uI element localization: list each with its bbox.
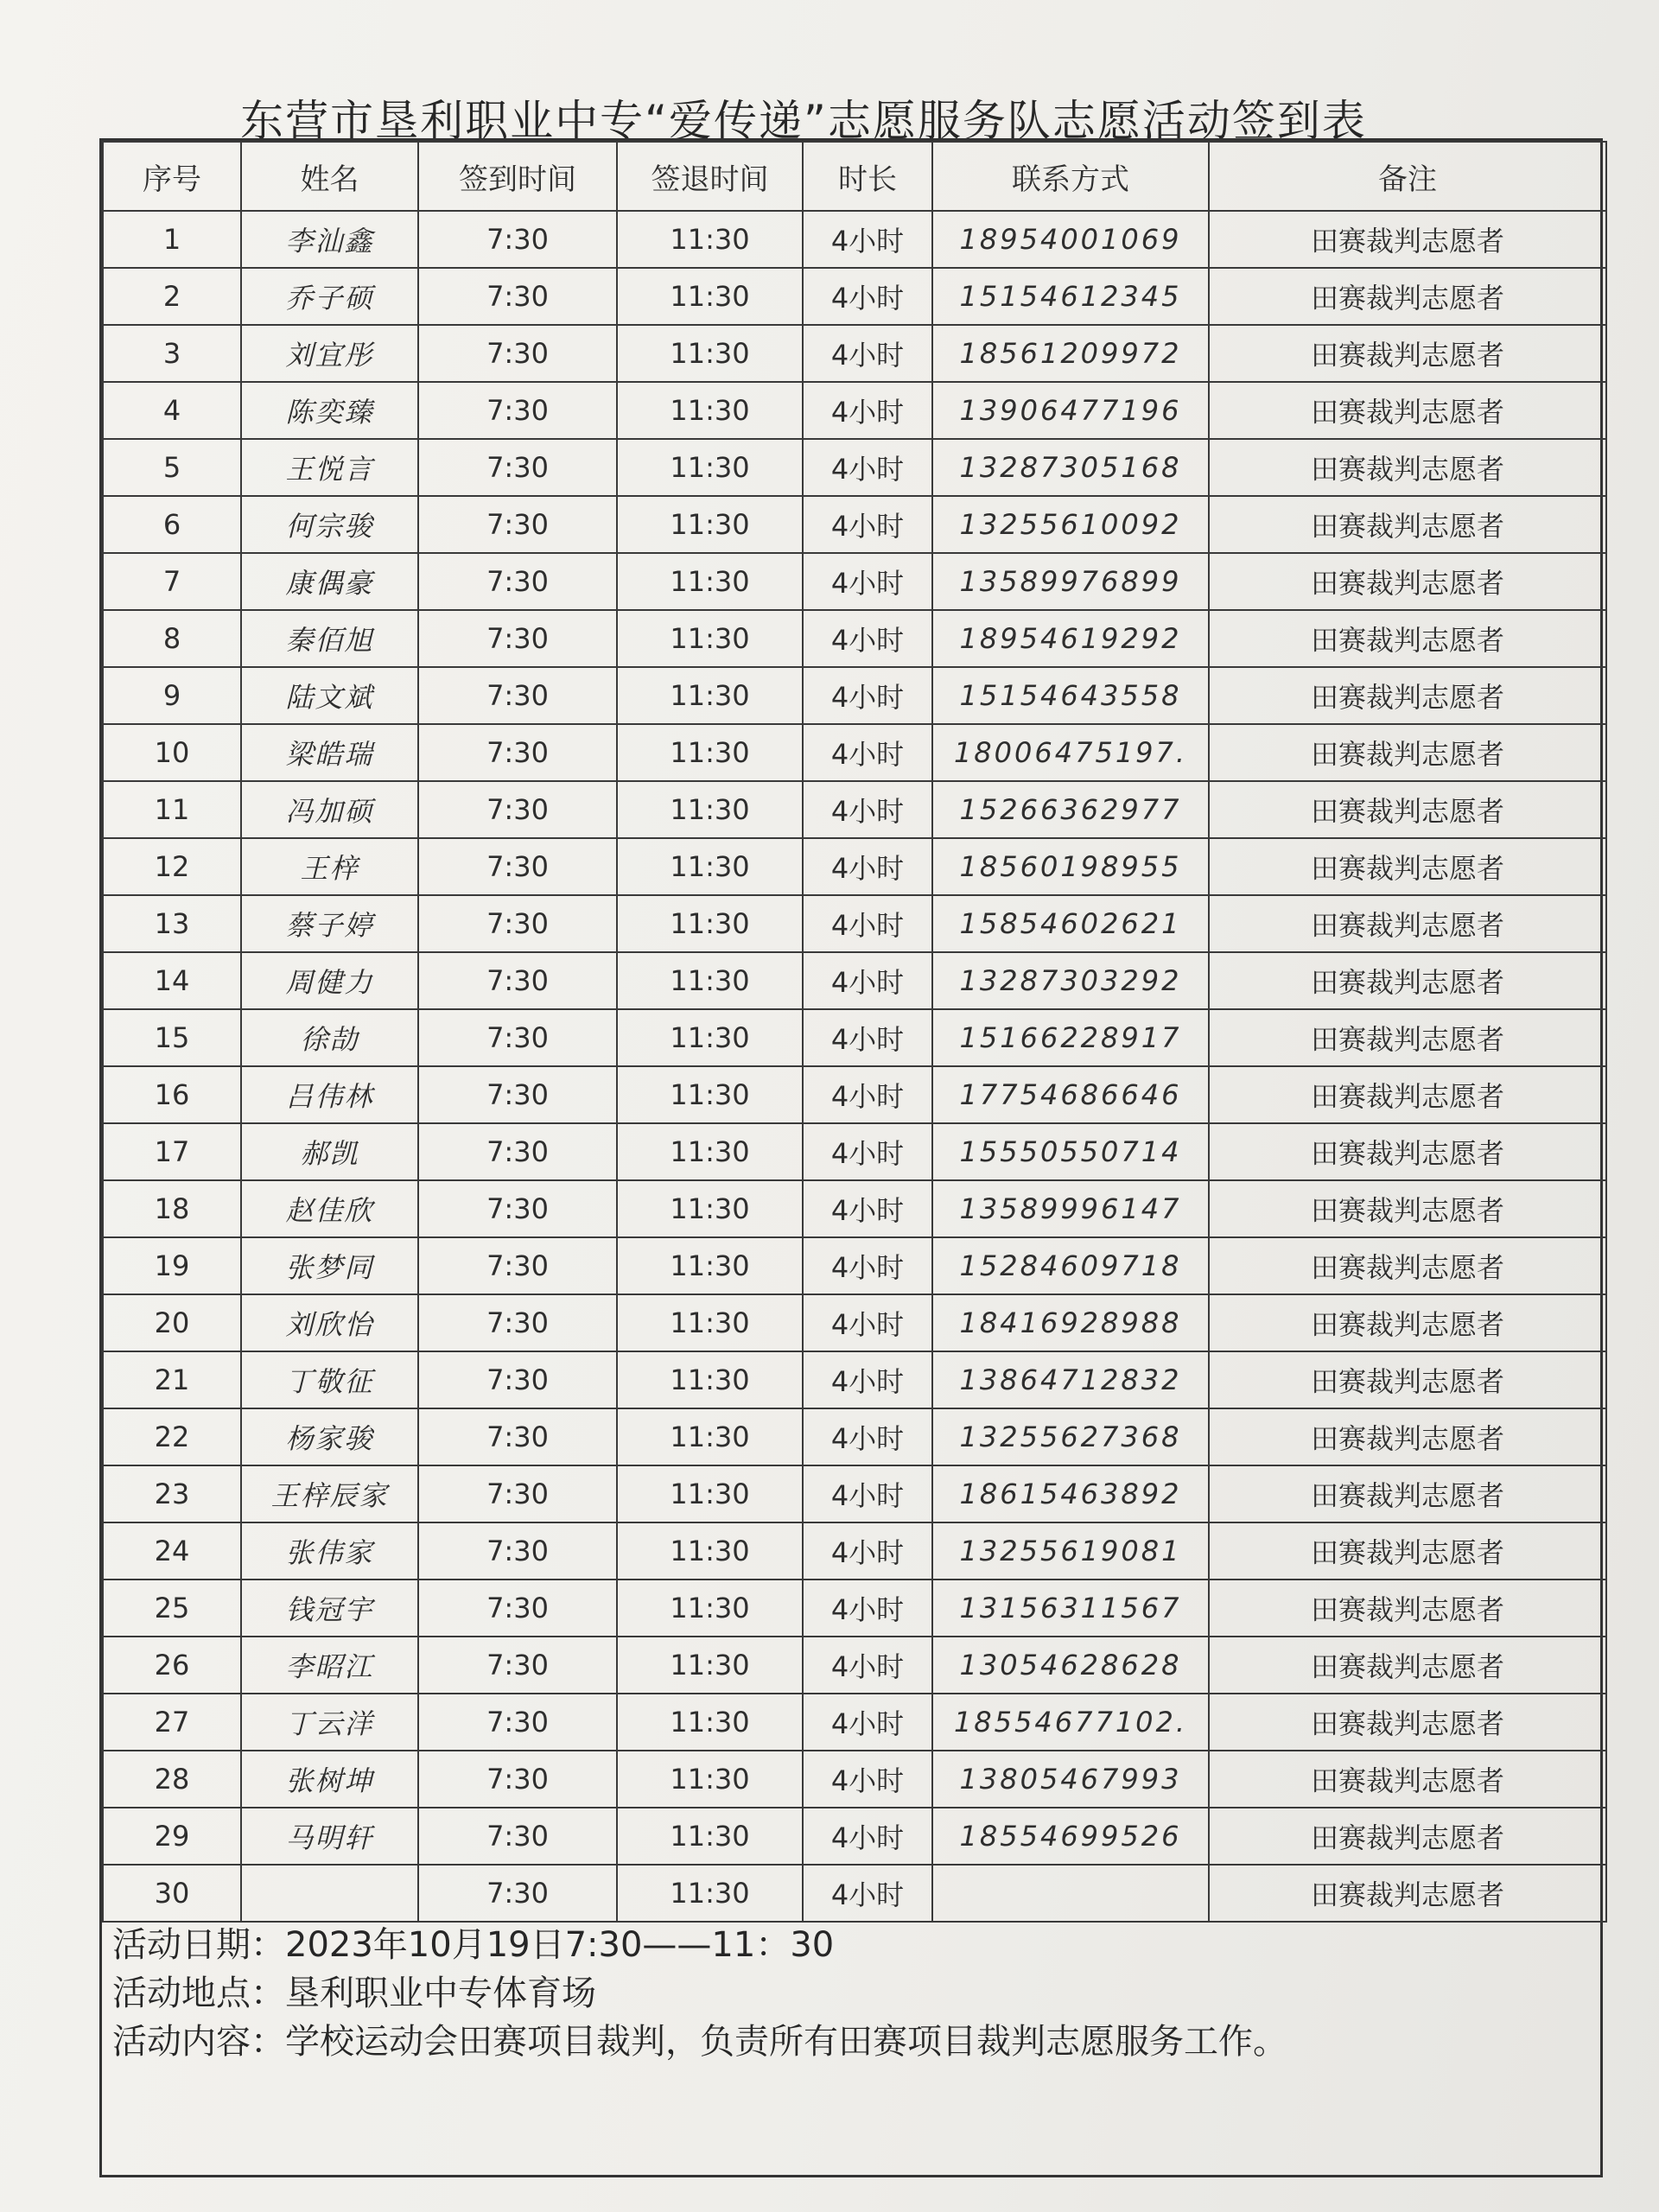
cell-seq: 16 bbox=[103, 1066, 241, 1123]
cell-note: 田赛裁判志愿者 bbox=[1209, 1580, 1606, 1637]
table-row bbox=[103, 439, 1606, 496]
cell-duration: 4小时 bbox=[803, 439, 932, 496]
cell-sign-out: 11:30 bbox=[617, 268, 803, 325]
cell-name: 徐劼 bbox=[241, 1009, 418, 1066]
cell-contact: 18006475197. bbox=[932, 724, 1209, 781]
cell-sign-in: 7:30 bbox=[418, 1408, 617, 1465]
cell-note: 田赛裁判志愿者 bbox=[1209, 1123, 1606, 1180]
cell-sign-in: 7:30 bbox=[418, 1865, 617, 1922]
table-row bbox=[103, 382, 1606, 439]
cell-sign-in: 7:30 bbox=[418, 1694, 617, 1751]
cell-sign-out: 11:30 bbox=[617, 325, 803, 382]
activity-date: 活动日期：2023年10月19日7:30——11：30 bbox=[112, 1925, 835, 1965]
cell-sign-in: 7:30 bbox=[418, 895, 617, 952]
table-row bbox=[103, 1237, 1606, 1294]
document-title: 东营市垦利职业中专“爱传递”志愿服务队志愿活动签到表 bbox=[240, 96, 1367, 146]
cell-name: 蔡子婷 bbox=[241, 895, 418, 952]
cell-sign-out: 11:30 bbox=[617, 724, 803, 781]
cell-contact: 15154643558 bbox=[932, 667, 1209, 724]
cell-contact: 13805467993 bbox=[932, 1751, 1209, 1808]
cell-duration: 4小时 bbox=[803, 1580, 932, 1637]
cell-seq: 26 bbox=[103, 1637, 241, 1694]
table-row bbox=[103, 895, 1606, 952]
cell-sign-out: 11:30 bbox=[617, 610, 803, 667]
table-row bbox=[103, 610, 1606, 667]
cell-duration: 4小时 bbox=[803, 895, 932, 952]
cell-note: 田赛裁判志愿者 bbox=[1209, 382, 1606, 439]
cell-sign-in: 7:30 bbox=[418, 838, 617, 895]
cell-name bbox=[241, 1865, 418, 1922]
header-seq: 序号 bbox=[103, 142, 241, 211]
cell-seq: 18 bbox=[103, 1180, 241, 1237]
table-row bbox=[103, 1009, 1606, 1066]
cell-note: 田赛裁判志愿者 bbox=[1209, 1522, 1606, 1580]
cell-name: 冯加硕 bbox=[241, 781, 418, 838]
cell-note: 田赛裁判志愿者 bbox=[1209, 1694, 1606, 1751]
cell-note: 田赛裁判志愿者 bbox=[1209, 838, 1606, 895]
cell-note: 田赛裁判志愿者 bbox=[1209, 724, 1606, 781]
cell-seq: 12 bbox=[103, 838, 241, 895]
cell-duration: 4小时 bbox=[803, 1694, 932, 1751]
cell-name: 刘宜彤 bbox=[241, 325, 418, 382]
cell-name: 张梦同 bbox=[241, 1237, 418, 1294]
cell-note: 田赛裁判志愿者 bbox=[1209, 1637, 1606, 1694]
cell-note: 田赛裁判志愿者 bbox=[1209, 895, 1606, 952]
cell-sign-out: 11:30 bbox=[617, 1009, 803, 1066]
cell-sign-out: 11:30 bbox=[617, 667, 803, 724]
cell-contact: 13589976899 bbox=[932, 553, 1209, 610]
cell-seq: 9 bbox=[103, 667, 241, 724]
cell-sign-in: 7:30 bbox=[418, 1066, 617, 1123]
table-row bbox=[103, 1751, 1606, 1808]
cell-note: 田赛裁判志愿者 bbox=[1209, 1808, 1606, 1865]
table-row bbox=[103, 724, 1606, 781]
cell-contact: 15550550714 bbox=[932, 1123, 1209, 1180]
cell-note: 田赛裁判志愿者 bbox=[1209, 553, 1606, 610]
activity-content: 活动内容：学校运动会田赛项目裁判，负责所有田赛项目裁判志愿服务工作。 bbox=[112, 2022, 1287, 2062]
header-sign-in: 签到时间 bbox=[418, 142, 617, 211]
cell-sign-out: 11:30 bbox=[617, 1637, 803, 1694]
cell-sign-in: 7:30 bbox=[418, 610, 617, 667]
cell-sign-out: 11:30 bbox=[617, 439, 803, 496]
cell-note: 田赛裁判志愿者 bbox=[1209, 1465, 1606, 1522]
table-row bbox=[103, 1637, 1606, 1694]
cell-seq: 14 bbox=[103, 952, 241, 1009]
cell-seq: 13 bbox=[103, 895, 241, 952]
cell-note: 田赛裁判志愿者 bbox=[1209, 1009, 1606, 1066]
cell-note: 田赛裁判志愿者 bbox=[1209, 496, 1606, 553]
cell-sign-in: 7:30 bbox=[418, 1123, 617, 1180]
cell-sign-in: 7:30 bbox=[418, 952, 617, 1009]
cell-name: 何宗骏 bbox=[241, 496, 418, 553]
cell-note: 田赛裁判志愿者 bbox=[1209, 1865, 1606, 1922]
cell-contact: 15284609718 bbox=[932, 1237, 1209, 1294]
cell-contact: 18554677102. bbox=[932, 1694, 1209, 1751]
cell-seq: 3 bbox=[103, 325, 241, 382]
cell-seq: 15 bbox=[103, 1009, 241, 1066]
cell-seq: 19 bbox=[103, 1237, 241, 1294]
cell-sign-out: 11:30 bbox=[617, 211, 803, 268]
cell-sign-in: 7:30 bbox=[418, 1351, 617, 1408]
cell-sign-out: 11:30 bbox=[617, 1465, 803, 1522]
cell-name: 李汕鑫 bbox=[241, 211, 418, 268]
table-row bbox=[103, 1180, 1606, 1237]
cell-duration: 4小时 bbox=[803, 382, 932, 439]
cell-seq: 21 bbox=[103, 1351, 241, 1408]
cell-sign-out: 11:30 bbox=[617, 553, 803, 610]
cell-contact: 18560198955 bbox=[932, 838, 1209, 895]
cell-name: 康偶豪 bbox=[241, 553, 418, 610]
cell-sign-out: 11:30 bbox=[617, 496, 803, 553]
cell-seq: 2 bbox=[103, 268, 241, 325]
cell-sign-in: 7:30 bbox=[418, 1637, 617, 1694]
table-row bbox=[103, 1351, 1606, 1408]
cell-note: 田赛裁判志愿者 bbox=[1209, 952, 1606, 1009]
cell-name: 周健力 bbox=[241, 952, 418, 1009]
cell-duration: 4小时 bbox=[803, 268, 932, 325]
cell-sign-in: 7:30 bbox=[418, 553, 617, 610]
cell-sign-in: 7:30 bbox=[418, 1294, 617, 1351]
cell-sign-out: 11:30 bbox=[617, 1580, 803, 1637]
cell-seq: 20 bbox=[103, 1294, 241, 1351]
cell-sign-in: 7:30 bbox=[418, 667, 617, 724]
cell-contact: 18954619292 bbox=[932, 610, 1209, 667]
table-row bbox=[103, 1066, 1606, 1123]
cell-name: 王悦言 bbox=[241, 439, 418, 496]
table-row bbox=[103, 1522, 1606, 1580]
cell-contact: 13589996147 bbox=[932, 1180, 1209, 1237]
cell-sign-in: 7:30 bbox=[418, 211, 617, 268]
cell-note: 田赛裁判志愿者 bbox=[1209, 1751, 1606, 1808]
cell-sign-out: 11:30 bbox=[617, 1237, 803, 1294]
cell-contact: 13287303292 bbox=[932, 952, 1209, 1009]
header-sign-out: 签退时间 bbox=[617, 142, 803, 211]
cell-note: 田赛裁判志愿者 bbox=[1209, 268, 1606, 325]
cell-seq: 17 bbox=[103, 1123, 241, 1180]
cell-duration: 4小时 bbox=[803, 1408, 932, 1465]
table-row bbox=[103, 1408, 1606, 1465]
cell-seq: 8 bbox=[103, 610, 241, 667]
cell-sign-out: 11:30 bbox=[617, 382, 803, 439]
cell-note: 田赛裁判志愿者 bbox=[1209, 1066, 1606, 1123]
cell-sign-in: 7:30 bbox=[418, 1465, 617, 1522]
cell-note: 田赛裁判志愿者 bbox=[1209, 325, 1606, 382]
cell-seq: 27 bbox=[103, 1694, 241, 1751]
cell-sign-in: 7:30 bbox=[418, 382, 617, 439]
cell-name: 梁皓瑞 bbox=[241, 724, 418, 781]
cell-sign-out: 11:30 bbox=[617, 1351, 803, 1408]
cell-name: 张树坤 bbox=[241, 1751, 418, 1808]
cell-note: 田赛裁判志愿者 bbox=[1209, 1351, 1606, 1408]
cell-sign-out: 11:30 bbox=[617, 838, 803, 895]
cell-note: 田赛裁判志愿者 bbox=[1209, 1237, 1606, 1294]
cell-name: 秦佰旭 bbox=[241, 610, 418, 667]
cell-duration: 4小时 bbox=[803, 496, 932, 553]
cell-name: 李昭江 bbox=[241, 1637, 418, 1694]
cell-sign-out: 11:30 bbox=[617, 1408, 803, 1465]
cell-contact: 18554699526 bbox=[932, 1808, 1209, 1865]
cell-name: 乔子硕 bbox=[241, 268, 418, 325]
cell-sign-in: 7:30 bbox=[418, 1751, 617, 1808]
cell-duration: 4小时 bbox=[803, 325, 932, 382]
cell-duration: 4小时 bbox=[803, 667, 932, 724]
cell-contact bbox=[932, 1865, 1209, 1922]
table-row bbox=[103, 952, 1606, 1009]
cell-duration: 4小时 bbox=[803, 1808, 932, 1865]
cell-seq: 28 bbox=[103, 1751, 241, 1808]
cell-duration: 4小时 bbox=[803, 781, 932, 838]
cell-seq: 1 bbox=[103, 211, 241, 268]
cell-sign-in: 7:30 bbox=[418, 1808, 617, 1865]
cell-sign-in: 7:30 bbox=[418, 1180, 617, 1237]
cell-sign-out: 11:30 bbox=[617, 1294, 803, 1351]
cell-contact: 13255610092 bbox=[932, 496, 1209, 553]
cell-contact: 13255627368 bbox=[932, 1408, 1209, 1465]
cell-note: 田赛裁判志愿者 bbox=[1209, 1408, 1606, 1465]
table-row bbox=[103, 781, 1606, 838]
activity-info bbox=[112, 1921, 1581, 2066]
table-row bbox=[103, 1694, 1606, 1751]
cell-sign-out: 11:30 bbox=[617, 1865, 803, 1922]
cell-duration: 4小时 bbox=[803, 1351, 932, 1408]
cell-duration: 4小时 bbox=[803, 1522, 932, 1580]
table-row bbox=[103, 667, 1606, 724]
cell-contact: 15154612345 bbox=[932, 268, 1209, 325]
cell-duration: 4小时 bbox=[803, 211, 932, 268]
cell-sign-out: 11:30 bbox=[617, 1751, 803, 1808]
cell-contact: 13156311567 bbox=[932, 1580, 1209, 1637]
cell-duration: 4小时 bbox=[803, 1465, 932, 1522]
header-note: 备注 bbox=[1209, 142, 1606, 211]
table-row bbox=[103, 211, 1606, 268]
cell-note: 田赛裁判志愿者 bbox=[1209, 667, 1606, 724]
cell-note: 田赛裁判志愿者 bbox=[1209, 439, 1606, 496]
cell-note: 田赛裁判志愿者 bbox=[1209, 211, 1606, 268]
cell-contact: 15854602621 bbox=[932, 895, 1209, 952]
cell-contact: 13255619081 bbox=[932, 1522, 1209, 1580]
table-row bbox=[103, 1123, 1606, 1180]
cell-seq: 22 bbox=[103, 1408, 241, 1465]
cell-note: 田赛裁判志愿者 bbox=[1209, 1294, 1606, 1351]
table-row bbox=[103, 553, 1606, 610]
cell-duration: 4小时 bbox=[803, 724, 932, 781]
cell-duration: 4小时 bbox=[803, 610, 932, 667]
cell-seq: 29 bbox=[103, 1808, 241, 1865]
cell-sign-in: 7:30 bbox=[418, 496, 617, 553]
cell-seq: 7 bbox=[103, 553, 241, 610]
cell-seq: 11 bbox=[103, 781, 241, 838]
header-duration: 时长 bbox=[803, 142, 932, 211]
table-row bbox=[103, 496, 1606, 553]
cell-name: 陈奕臻 bbox=[241, 382, 418, 439]
cell-sign-in: 7:30 bbox=[418, 1580, 617, 1637]
cell-contact: 13864712832 bbox=[932, 1351, 1209, 1408]
cell-sign-in: 7:30 bbox=[418, 781, 617, 838]
cell-sign-in: 7:30 bbox=[418, 1009, 617, 1066]
cell-contact: 15166228917 bbox=[932, 1009, 1209, 1066]
cell-sign-in: 7:30 bbox=[418, 268, 617, 325]
cell-contact: 15266362977 bbox=[932, 781, 1209, 838]
cell-seq: 25 bbox=[103, 1580, 241, 1637]
table-row bbox=[103, 1294, 1606, 1351]
cell-duration: 4小时 bbox=[803, 1123, 932, 1180]
cell-duration: 4小时 bbox=[803, 952, 932, 1009]
cell-duration: 4小时 bbox=[803, 838, 932, 895]
table-row bbox=[103, 325, 1606, 382]
cell-seq: 30 bbox=[103, 1865, 241, 1922]
cell-duration: 4小时 bbox=[803, 1865, 932, 1922]
cell-sign-in: 7:30 bbox=[418, 439, 617, 496]
cell-name: 郝凯 bbox=[241, 1123, 418, 1180]
cell-contact: 13287305168 bbox=[932, 439, 1209, 496]
cell-contact: 18954001069 bbox=[932, 211, 1209, 268]
cell-seq: 24 bbox=[103, 1522, 241, 1580]
cell-contact: 13054628628 bbox=[932, 1637, 1209, 1694]
cell-note: 田赛裁判志愿者 bbox=[1209, 610, 1606, 667]
cell-name: 张伟家 bbox=[241, 1522, 418, 1580]
table-row bbox=[103, 838, 1606, 895]
cell-seq: 10 bbox=[103, 724, 241, 781]
cell-sign-out: 11:30 bbox=[617, 781, 803, 838]
cell-sign-out: 11:30 bbox=[617, 952, 803, 1009]
cell-name: 王梓辰家 bbox=[241, 1465, 418, 1522]
cell-sign-out: 11:30 bbox=[617, 1522, 803, 1580]
cell-note: 田赛裁判志愿者 bbox=[1209, 781, 1606, 838]
cell-sign-in: 7:30 bbox=[418, 1522, 617, 1580]
table-row bbox=[103, 1808, 1606, 1865]
cell-duration: 4小时 bbox=[803, 553, 932, 610]
activity-location: 活动地点：垦利职业中专体育场 bbox=[112, 1974, 596, 2013]
cell-contact: 18615463892 bbox=[932, 1465, 1209, 1522]
cell-contact: 17754686646 bbox=[932, 1066, 1209, 1123]
table-row bbox=[103, 1865, 1606, 1922]
cell-sign-in: 7:30 bbox=[418, 1237, 617, 1294]
cell-sign-out: 11:30 bbox=[617, 1066, 803, 1123]
table-header-row bbox=[103, 142, 1606, 211]
cell-name: 丁敬征 bbox=[241, 1351, 418, 1408]
cell-name: 吕伟林 bbox=[241, 1066, 418, 1123]
cell-duration: 4小时 bbox=[803, 1751, 932, 1808]
cell-seq: 4 bbox=[103, 382, 241, 439]
cell-sign-out: 11:30 bbox=[617, 1694, 803, 1751]
table-row bbox=[103, 1465, 1606, 1522]
cell-name: 马明轩 bbox=[241, 1808, 418, 1865]
cell-name: 杨家骏 bbox=[241, 1408, 418, 1465]
cell-duration: 4小时 bbox=[803, 1009, 932, 1066]
signin-table bbox=[102, 141, 1607, 1923]
cell-sign-out: 11:30 bbox=[617, 1123, 803, 1180]
cell-name: 丁云洋 bbox=[241, 1694, 418, 1751]
cell-duration: 4小时 bbox=[803, 1180, 932, 1237]
cell-contact: 18561209972 bbox=[932, 325, 1209, 382]
cell-name: 赵佳欣 bbox=[241, 1180, 418, 1237]
table-row bbox=[103, 268, 1606, 325]
cell-duration: 4小时 bbox=[803, 1237, 932, 1294]
cell-name: 陆文斌 bbox=[241, 667, 418, 724]
cell-sign-out: 11:30 bbox=[617, 1808, 803, 1865]
cell-seq: 6 bbox=[103, 496, 241, 553]
cell-contact: 13906477196 bbox=[932, 382, 1209, 439]
cell-contact: 18416928988 bbox=[932, 1294, 1209, 1351]
cell-name: 钱冠宇 bbox=[241, 1580, 418, 1637]
cell-name: 刘欣怡 bbox=[241, 1294, 418, 1351]
cell-note: 田赛裁判志愿者 bbox=[1209, 1180, 1606, 1237]
table-row bbox=[103, 1580, 1606, 1637]
cell-sign-out: 11:30 bbox=[617, 895, 803, 952]
header-contact: 联系方式 bbox=[932, 142, 1209, 211]
cell-sign-in: 7:30 bbox=[418, 325, 617, 382]
cell-sign-in: 7:30 bbox=[418, 724, 617, 781]
cell-duration: 4小时 bbox=[803, 1637, 932, 1694]
cell-duration: 4小时 bbox=[803, 1294, 932, 1351]
cell-duration: 4小时 bbox=[803, 1066, 932, 1123]
cell-seq: 23 bbox=[103, 1465, 241, 1522]
cell-sign-out: 11:30 bbox=[617, 1180, 803, 1237]
cell-seq: 5 bbox=[103, 439, 241, 496]
header-name: 姓名 bbox=[241, 142, 418, 211]
signin-form bbox=[99, 138, 1603, 2177]
cell-name: 王梓 bbox=[241, 838, 418, 895]
